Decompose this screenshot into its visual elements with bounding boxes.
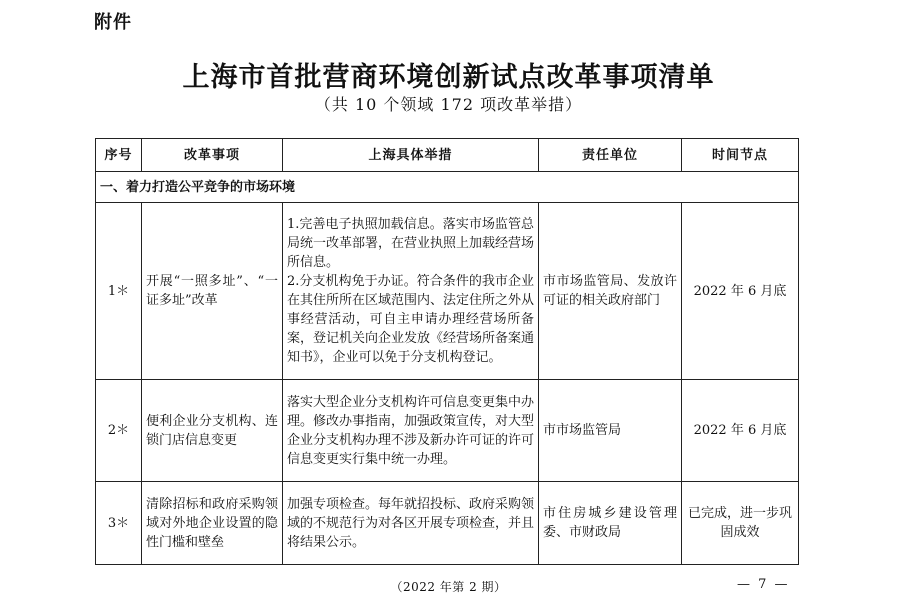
header-measures: 上海具体举措 <box>283 139 539 172</box>
row-number: 3＊ <box>96 482 142 565</box>
responsible-unit: 市市场监管局、发放许可证的相关政府部门 <box>539 203 682 380</box>
reform-item: 清除招标和政府采购领域对外地企业设置的隐性门槛和壁垒 <box>142 482 283 565</box>
table-row <box>96 203 799 380</box>
reform-table <box>95 138 799 565</box>
attachment-label: 附件 <box>94 12 132 33</box>
responsible-unit: 市市场监管局 <box>539 380 682 482</box>
header-no: 序号 <box>96 139 142 172</box>
issue-number: （2022 年第 2 期） <box>390 580 507 594</box>
reform-measures <box>283 203 539 380</box>
deadline: 已完成，进一步巩固成效 <box>682 482 799 565</box>
table-row <box>96 482 799 565</box>
reform-item: 开展“一照多址”、“一证多址”改革 <box>142 203 283 380</box>
table-row <box>96 380 799 482</box>
responsible-unit: 市住房城乡建设管理委、市财政局 <box>539 482 682 565</box>
measure-text: 1.完善电子执照加载信息。落实市场监管总局统一改革部署，在营业执照上加载经营场所信息。 <box>287 217 535 270</box>
section-heading: 一、着力打造公平竞争的市场环境 <box>96 172 799 203</box>
section-row <box>96 172 799 203</box>
reform-measures <box>283 482 539 565</box>
measure-text: 落实大型企业分支机构许可信息变更集中办理。修改办事指南，加强政策宣传，对大型企业分支机构办理不涉及新办许可证的许可信息变更实行集中统一办理。 <box>287 394 535 467</box>
measure-text: 2.分支机构免于办证。符合条件的我市企业在其住所所在区域范围内、法定住所之外从事经营活动，可自主申请办理经营场所备案，登记机关向企业发放《经营场所备案通知书》，企业可以免于分支机构登记。 <box>287 274 535 365</box>
deadline: 2022 年 6 月底 <box>682 203 799 380</box>
header-item: 改革事项 <box>142 139 283 172</box>
reform-item: 便利企业分支机构、连锁门店信息变更 <box>142 380 283 482</box>
document-title: 上海市首批营商环境创新试点改革事项清单 <box>182 62 715 93</box>
row-number: 1＊ <box>96 203 142 380</box>
header-time: 时间节点 <box>682 139 799 172</box>
reform-measures <box>283 380 539 482</box>
row-number: 2＊ <box>96 380 142 482</box>
document-subtitle: （共 10 个领域 172 项改革举措） <box>314 95 583 114</box>
table-header-row <box>96 139 799 172</box>
page-number: — 7 — <box>737 577 790 592</box>
deadline: 2022 年 6 月底 <box>682 380 799 482</box>
header-unit: 责任单位 <box>539 139 682 172</box>
measure-text: 加强专项检查。每年就招投标、政府采购领域的不规范行为对各区开展专项检查，并且将结果公示。 <box>287 496 535 550</box>
